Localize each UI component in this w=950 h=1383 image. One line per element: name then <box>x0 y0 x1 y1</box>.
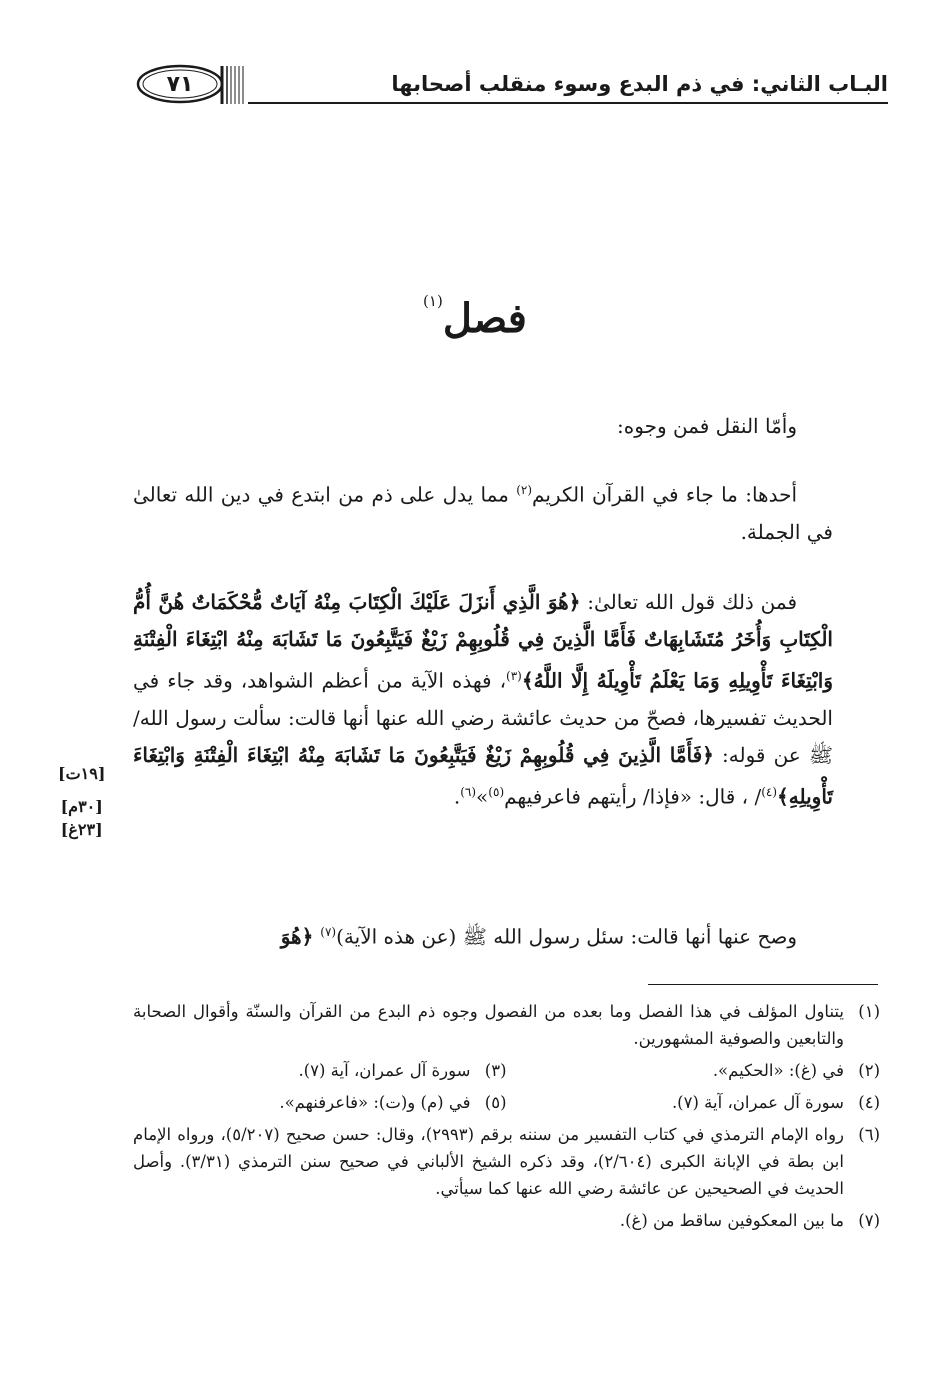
second-report-text <box>133 914 833 956</box>
header-rule <box>248 102 888 104</box>
footnote-number: (١) <box>858 1002 880 1021</box>
paragraph-second-report <box>133 914 833 956</box>
quran-verse-start: ﴿هُوَ <box>280 924 321 949</box>
margin-note-gh: [٢٣غ] <box>60 820 103 839</box>
first-aspect-text <box>133 472 833 551</box>
intro-line: وأمّا النقل فمن وجوه: <box>617 414 797 438</box>
footnote-number: (٥) <box>484 1093 507 1112</box>
footnote-7 <box>133 1207 880 1234</box>
section-title-text: فصل <box>442 295 527 342</box>
closing-quote: » <box>476 784 489 809</box>
footnote-number: (٢) <box>858 1061 880 1080</box>
footnote-number: (٧) <box>858 1211 880 1230</box>
margin-note-m: [٣٠م] <box>60 797 103 816</box>
footnote-ref-6: (٦) <box>460 784 477 799</box>
hadith-quote: / ، قال: «فإذا/ رأيتهم فاعرفيهم <box>504 784 762 809</box>
footnote-6 <box>133 1121 880 1202</box>
footnote-text: يتناول المؤلف في هذا الفصل وما بعده من الفصول وجوه ذم البدع من القرآن والسنّة وأقوال الصحابة والتابعين والصوفية المشهورين. <box>133 1002 844 1048</box>
footnote-ref-4: (٤) <box>761 784 778 799</box>
footnote-text: سورة آل عمران، آية (٧). <box>298 1061 471 1080</box>
footnote-2-3 <box>133 1057 880 1084</box>
footnote-number: (٦) <box>858 1125 880 1144</box>
paragraph-first-aspect <box>133 472 833 551</box>
footnotes <box>133 998 880 1239</box>
footnote-text: في (غ): «الحكيم». <box>712 1061 844 1080</box>
section-footnote-ref: (١) <box>423 292 443 310</box>
paragraph-end: . <box>453 784 461 809</box>
footnote-text: سورة آل عمران، آية (٧). <box>671 1093 844 1112</box>
footnote-ref-2: (٢) <box>516 483 533 497</box>
footnote-text: رواه الإمام الترمذي في كتاب التفسير من سننه برقم (٢٩٩٣)، وقال: حسن صحيح (٥/٢٠٧)، ورواه الإمام ابن بطة في الإبانة الكبرى (٢/٦٠٤)، وقد ذكره الشيخ الألباني في صحيح سنن الترمذي (٣/٣١). وأصل الحديث في الصحيحين عن عائشة رضي الله عنها كما سيأتي. <box>133 1125 845 1198</box>
footnote-ref-7: (٧) <box>320 925 337 939</box>
footnote-text: في (م) و(ت): «فاعرفنهم». <box>279 1093 471 1112</box>
paragraph-intro <box>133 408 833 445</box>
footnote-ref-5: (٥) <box>488 784 505 799</box>
quran-verse-1: ﴿هُوَ الَّذِي أَنزَلَ عَلَيْكَ الْكِتَابَ مِنْهُ آيَاتٌ مُّحْكَمَاتٌ هُنَّ أُمُّ الْكِتَابِ وَأُخَرُ مُتَشَابِهَاتٌ فَأَمَّا الَّذِينَ فِي قُلُوبِهِمْ زَيْغٌ فَيَتَّبِعُونَ مَا تَشَابَهَ مِنْهُ ابْتِغَاءَ الْفِتْنَةِ وَابْتِغَاءَ تَأْوِيلِهِ وَمَا يَعْلَمُ تَأْوِيلَهُ إِلَّا اللَّهُ﴾ <box>133 590 833 693</box>
footnote-ref-3: (٣) <box>506 669 522 683</box>
footnote-number: (٣) <box>484 1061 507 1080</box>
hadith-narration: ، فهذه الآية من أعظم الشواهد، وقد جاء في الحديث تفسيرها، فصحّ من حديث عائشة رضي الله عنها أنها قالت: سألت رسول الله/ ﷺ عن قوله: <box>133 668 833 767</box>
running-header <box>128 58 888 108</box>
page-number: ٧١ <box>166 72 194 97</box>
first-aspect-part-a: أحدها: ما جاء في القرآن الكريم <box>532 482 798 507</box>
footnote-1 <box>133 998 880 1052</box>
section-title <box>0 292 950 342</box>
verse-commentary-text <box>133 584 833 815</box>
footnote-text: ما بين المعكوفين ساقط من (غ). <box>619 1211 844 1230</box>
quran-verse-2: ﴿فَأَمَّا الَّذِينَ فِي قُلُوبِهِمْ زَيْغٌ فَيَتَّبِعُونَ مَا تَشَابَهَ مِنْهُ ابْتِغَاءَ الْفِتْنَةِ وَابْتِغَاءَ تَأْوِيلِهِ﴾ <box>133 742 833 809</box>
manuscript-margin-notes <box>58 762 105 841</box>
running-title: البـاب الثاني: في ذم البدع وسوء منقلب أصحابها <box>391 72 888 96</box>
footnote-4-5 <box>133 1089 880 1116</box>
footnote-number: (٤) <box>858 1093 880 1112</box>
second-report-part-a: وصح عنها أنها قالت: سئل رسول الله ﷺ (عن هذه الآية) <box>336 924 797 949</box>
first-aspect-part-b: مما يدل على ذم من ابتدع في دين الله تعالىٰ في الجملة. <box>133 482 833 544</box>
footnote-separator <box>648 984 878 985</box>
verse-intro: فمن ذلك قول الله تعالىٰ: <box>580 590 798 614</box>
page-number-badge <box>128 58 248 108</box>
margin-note-t: [١٩ت] <box>58 764 106 783</box>
paragraph-verse-commentary <box>133 584 833 815</box>
